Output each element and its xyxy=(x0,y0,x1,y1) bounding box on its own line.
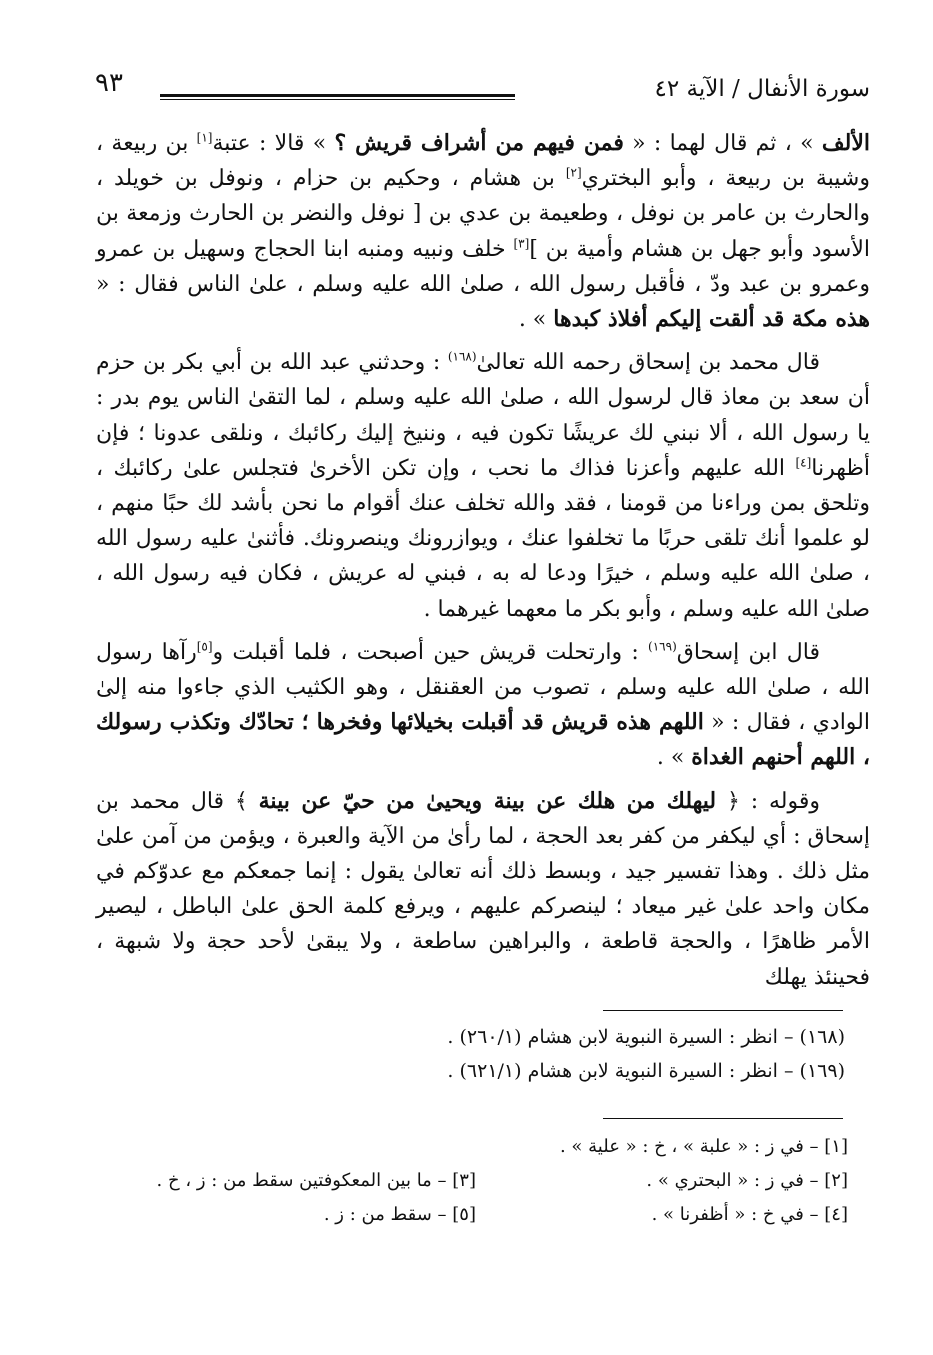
variant-note: [٢] – في ز : « البحتري » . xyxy=(646,1170,848,1191)
header-rule xyxy=(160,94,515,97)
note-marker: [٥] xyxy=(196,639,213,654)
variant-notes-left xyxy=(96,1164,476,1232)
note-marker: [٢] xyxy=(565,165,582,180)
variant-note: [٣] – ما بين المعكوفتين سقط من : ز ، خ . xyxy=(156,1170,476,1191)
note-marker: [١] xyxy=(196,130,213,145)
text-run: » . xyxy=(656,745,692,771)
text-run: : وارتحلت قريش حين أصبحت ، فلما أقبلت و xyxy=(212,639,649,665)
variant-note: [٥] – سقط من : ز . xyxy=(323,1204,476,1225)
text-run: الله عليهم وأعزنا فذاك ما نحب ، وإن تكن الأخرىٰ فتجلس علىٰ ركائبك ، وتلحق بمن وراءنا من قومنا ، فقد والله تخلف عنك أقوام ما نحن بأشد لك حبًا منهم ، لو علموا أنك تلقى حربًا ما تخلفوا عنك ، ويوازرونك وينصرونك. فأثنىٰ عليه رسول الله ، صلىٰ الله عليه وسلم ، خيرًا ودعا له به ، فبني له عريش ، فكان فيه رسول الله ، صلىٰ الله عليه وسلم ، وأبو بكر ما معهما غيرهما . xyxy=(96,455,870,622)
main-text xyxy=(96,126,870,995)
note-marker: (١٦٩) xyxy=(648,639,677,654)
page-number: ٩٣ xyxy=(95,68,123,98)
bold-text: ليهلك من هلك عن بينة ويحيىٰ من حيّ عن بينة xyxy=(258,787,717,814)
header-rule-thin xyxy=(160,99,515,100)
text-run: قال محمد بن إسحاق رحمه الله تعالىٰ xyxy=(476,350,820,376)
text-run: رآها رسول الله ، صلىٰ الله عليه وسلم ، تصوب من العقنقل ، وهو الكثيب الذي جاءوا منه إلىٰ الوادي ، فقال : « xyxy=(96,639,870,736)
paragraph xyxy=(96,345,870,627)
variant-notes xyxy=(96,1130,848,1250)
paragraph xyxy=(96,126,870,337)
text-run: بن هشام ، وحكيم بن حزام ، ونوفل بن خويلد ، والحارث بن عامر بن نوفل ، وطعيمة بن عدي بن [ نوفل والنضر بن الحارث وزمعة بن الأسود وأبو جهل بن هشام وأمية بن ] xyxy=(96,166,871,262)
paragraph xyxy=(96,784,870,995)
text-run: قال ابن إسحاق xyxy=(676,639,820,665)
source-note: (١٦٩) – انظر : السيرة النبوية لابن هشام (٦٢١/١) . xyxy=(447,1060,845,1082)
surah-title: سورة الأنفال / الآية ٤٢ xyxy=(654,76,870,102)
source-notes-separator xyxy=(603,1010,843,1011)
text-run: » ، ثم قال لهما : « xyxy=(623,131,822,156)
text-run: » . xyxy=(518,307,554,333)
note-marker: [٣] xyxy=(513,236,530,251)
text-run: وقوله : ﴿ xyxy=(716,788,820,814)
text-run: » قالا : عتبة xyxy=(212,131,335,156)
bold-text: هذه مكة قد ألقت إليكم أفلاذ كبدها xyxy=(553,306,870,333)
text-run: بن ربيعة ، وشيبة بن ربيعة ، وأبو البختري xyxy=(96,131,870,192)
paragraph xyxy=(96,635,870,776)
page-header xyxy=(95,68,870,112)
text-run: ﴾ قال محمد بن إسحاق : أي ليكفر من كفر بعد الحجة ، لما رأىٰ من الآية والعبرة ، ويؤمن من آمن علىٰ مثل ذلك . وهذا تفسير جيد ، وبسط ذلك أنه تعالىٰ يقول : إنما جمعكم مع عدوّكم في مكان واحد علىٰ غير ميعاد ؛ لينصركم عليهم ، ويرفع كلمة الحق علىٰ الباطل ، ليصير الأمر ظاهرًا ، والحجة قاطعة ، والبراهين ساطعة ، ولا يبقىٰ لأحد حجة ولا شبهة ، فحينئذ يهلك xyxy=(96,788,870,990)
text-run: : وحدثني عبد الله بن أبي بكر بن حزم أن سعد بن معاذ قال لرسول الله ، صلىٰ الله عليه وسلم ، لما التقىٰ الناس يوم بدر : يا رسول الله ، ألا نبني لك عريشًا تكون فيه ، وننيخ إليك ركائبك ، ونلقى عدونا ؛ فإن أظهرنا xyxy=(96,350,870,481)
source-notes xyxy=(225,1020,845,1088)
bold-text: فمن فيهم من أشراف قريش ؟ xyxy=(334,130,624,156)
note-marker: [٤] xyxy=(795,455,812,470)
variant-notes-right xyxy=(468,1130,848,1232)
variant-note: [١] – في ز : « علبة » ، خ : « علية » . xyxy=(559,1136,848,1157)
text-run: خلف ونبيه ومنبه ابنا الحجاج وسهيل بن عمرو وعمرو بن عبد ودّ ، فأقبل رسول الله ، صلىٰ الله عليه وسلم ، علىٰ الناس فقال : « xyxy=(96,236,870,297)
note-marker: (١٦٨) xyxy=(447,349,477,364)
bold-text: اللهم هذه قريش قد أقبلت بخيلائها وفخرها ؛ تحادّك وتكذب رسولك ، اللهم أحنهم الغداة xyxy=(96,709,870,771)
variant-notes-separator xyxy=(603,1118,843,1119)
source-note: (١٦٨) – انظر : السيرة النبوية لابن هشام (٢٦٠/١) . xyxy=(447,1026,845,1048)
variant-note: [٤] – في خ : « أظفرنا » . xyxy=(651,1204,848,1225)
bold-text: الألف xyxy=(821,130,871,156)
